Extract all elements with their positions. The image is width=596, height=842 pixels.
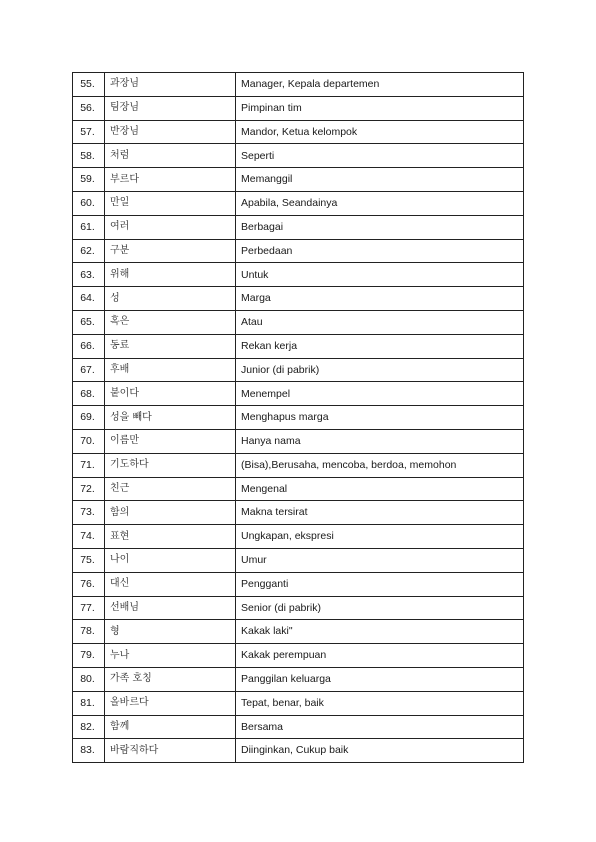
korean-word: 이름만 [105,429,236,453]
indonesian-meaning: Kakak laki" [236,620,524,644]
indonesian-meaning: Ungkapan, ekspresi [236,525,524,549]
indonesian-meaning: Bersama [236,715,524,739]
table-row [73,667,524,691]
korean-word: 동료 [105,334,236,358]
indonesian-meaning: Menghapus marga [236,406,524,430]
korean-word: 올바르다 [105,691,236,715]
table-row [73,572,524,596]
indonesian-meaning: Kakak perempuan [236,644,524,668]
korean-word: 대신 [105,572,236,596]
row-number: 62. [73,239,105,263]
korean-word: 기도하다 [105,453,236,477]
table-row [73,548,524,572]
indonesian-meaning: Pengganti [236,572,524,596]
korean-word: 과장님 [105,73,236,97]
row-number: 66. [73,334,105,358]
indonesian-meaning: Untuk [236,263,524,287]
table-row [73,501,524,525]
row-number: 69. [73,406,105,430]
table-row [73,691,524,715]
indonesian-meaning: Perbedaan [236,239,524,263]
indonesian-meaning: Diinginkan, Cukup baik [236,739,524,763]
indonesian-meaning: Mengenal [236,477,524,501]
korean-word: 처럼 [105,144,236,168]
korean-word: 바람직하다 [105,739,236,763]
korean-word: 여러 [105,215,236,239]
indonesian-meaning: Manager, Kepala departemen [236,73,524,97]
indonesian-meaning: Berbagai [236,215,524,239]
korean-word: 반장님 [105,120,236,144]
korean-word: 구분 [105,239,236,263]
table-row [73,239,524,263]
row-number: 70. [73,429,105,453]
table-row [73,620,524,644]
indonesian-meaning: Makna tersirat [236,501,524,525]
table-row [73,191,524,215]
korean-word: 혹은 [105,310,236,334]
indonesian-meaning: Mandor, Ketua kelompok [236,120,524,144]
row-number: 83. [73,739,105,763]
row-number: 55. [73,73,105,97]
row-number: 77. [73,596,105,620]
indonesian-meaning: Apabila, Seandainya [236,191,524,215]
table-row [73,477,524,501]
korean-word: 함께 [105,715,236,739]
table-row [73,525,524,549]
korean-word: 함의 [105,501,236,525]
korean-word: 누나 [105,644,236,668]
row-number: 56. [73,96,105,120]
vocabulary-table [72,72,524,763]
indonesian-meaning: Atau [236,310,524,334]
row-number: 63. [73,263,105,287]
korean-word: 가족 호칭 [105,667,236,691]
korean-word: 성을 빼다 [105,406,236,430]
indonesian-meaning: Umur [236,548,524,572]
korean-word: 표현 [105,525,236,549]
table-row [73,215,524,239]
indonesian-meaning: Panggilan keluarga [236,667,524,691]
table-row [73,334,524,358]
row-number: 73. [73,501,105,525]
row-number: 68. [73,382,105,406]
table-row [73,96,524,120]
row-number: 76. [73,572,105,596]
row-number: 67. [73,358,105,382]
row-number: 75. [73,548,105,572]
table-row [73,596,524,620]
korean-word: 붙이다 [105,382,236,406]
indonesian-meaning: Seperti [236,144,524,168]
table-row [73,382,524,406]
indonesian-meaning: Senior (di pabrik) [236,596,524,620]
table-row [73,287,524,311]
table-row [73,168,524,192]
row-number: 81. [73,691,105,715]
row-number: 57. [73,120,105,144]
row-number: 80. [73,667,105,691]
table-row [73,739,524,763]
indonesian-meaning: Rekan kerja [236,334,524,358]
row-number: 71. [73,453,105,477]
table-row [73,644,524,668]
indonesian-meaning: Junior (di pabrik) [236,358,524,382]
table-row [73,715,524,739]
indonesian-meaning: (Bisa),Berusaha, mencoba, berdoa, memohon [236,453,524,477]
table-row [73,310,524,334]
table-row [73,144,524,168]
indonesian-meaning: Marga [236,287,524,311]
korean-word: 만일 [105,191,236,215]
row-number: 64. [73,287,105,311]
table-row [73,120,524,144]
row-number: 74. [73,525,105,549]
indonesian-meaning: Memanggil [236,168,524,192]
row-number: 65. [73,310,105,334]
korean-word: 나이 [105,548,236,572]
table-row [73,263,524,287]
indonesian-meaning: Hanya nama [236,429,524,453]
table-row [73,453,524,477]
row-number: 58. [73,144,105,168]
korean-word: 성 [105,287,236,311]
indonesian-meaning: Tepat, benar, baik [236,691,524,715]
korean-word: 팀장님 [105,96,236,120]
korean-word: 친근 [105,477,236,501]
table-row [73,429,524,453]
korean-word: 선배님 [105,596,236,620]
indonesian-meaning: Pimpinan tim [236,96,524,120]
korean-word: 부르다 [105,168,236,192]
korean-word: 위해 [105,263,236,287]
table-row [73,358,524,382]
row-number: 61. [73,215,105,239]
row-number: 82. [73,715,105,739]
row-number: 59. [73,168,105,192]
row-number: 79. [73,644,105,668]
table-row [73,406,524,430]
korean-word: 후배 [105,358,236,382]
row-number: 78. [73,620,105,644]
vocabulary-table-body [73,73,524,763]
table-row [73,73,524,97]
korean-word: 형 [105,620,236,644]
indonesian-meaning: Menempel [236,382,524,406]
row-number: 72. [73,477,105,501]
row-number: 60. [73,191,105,215]
